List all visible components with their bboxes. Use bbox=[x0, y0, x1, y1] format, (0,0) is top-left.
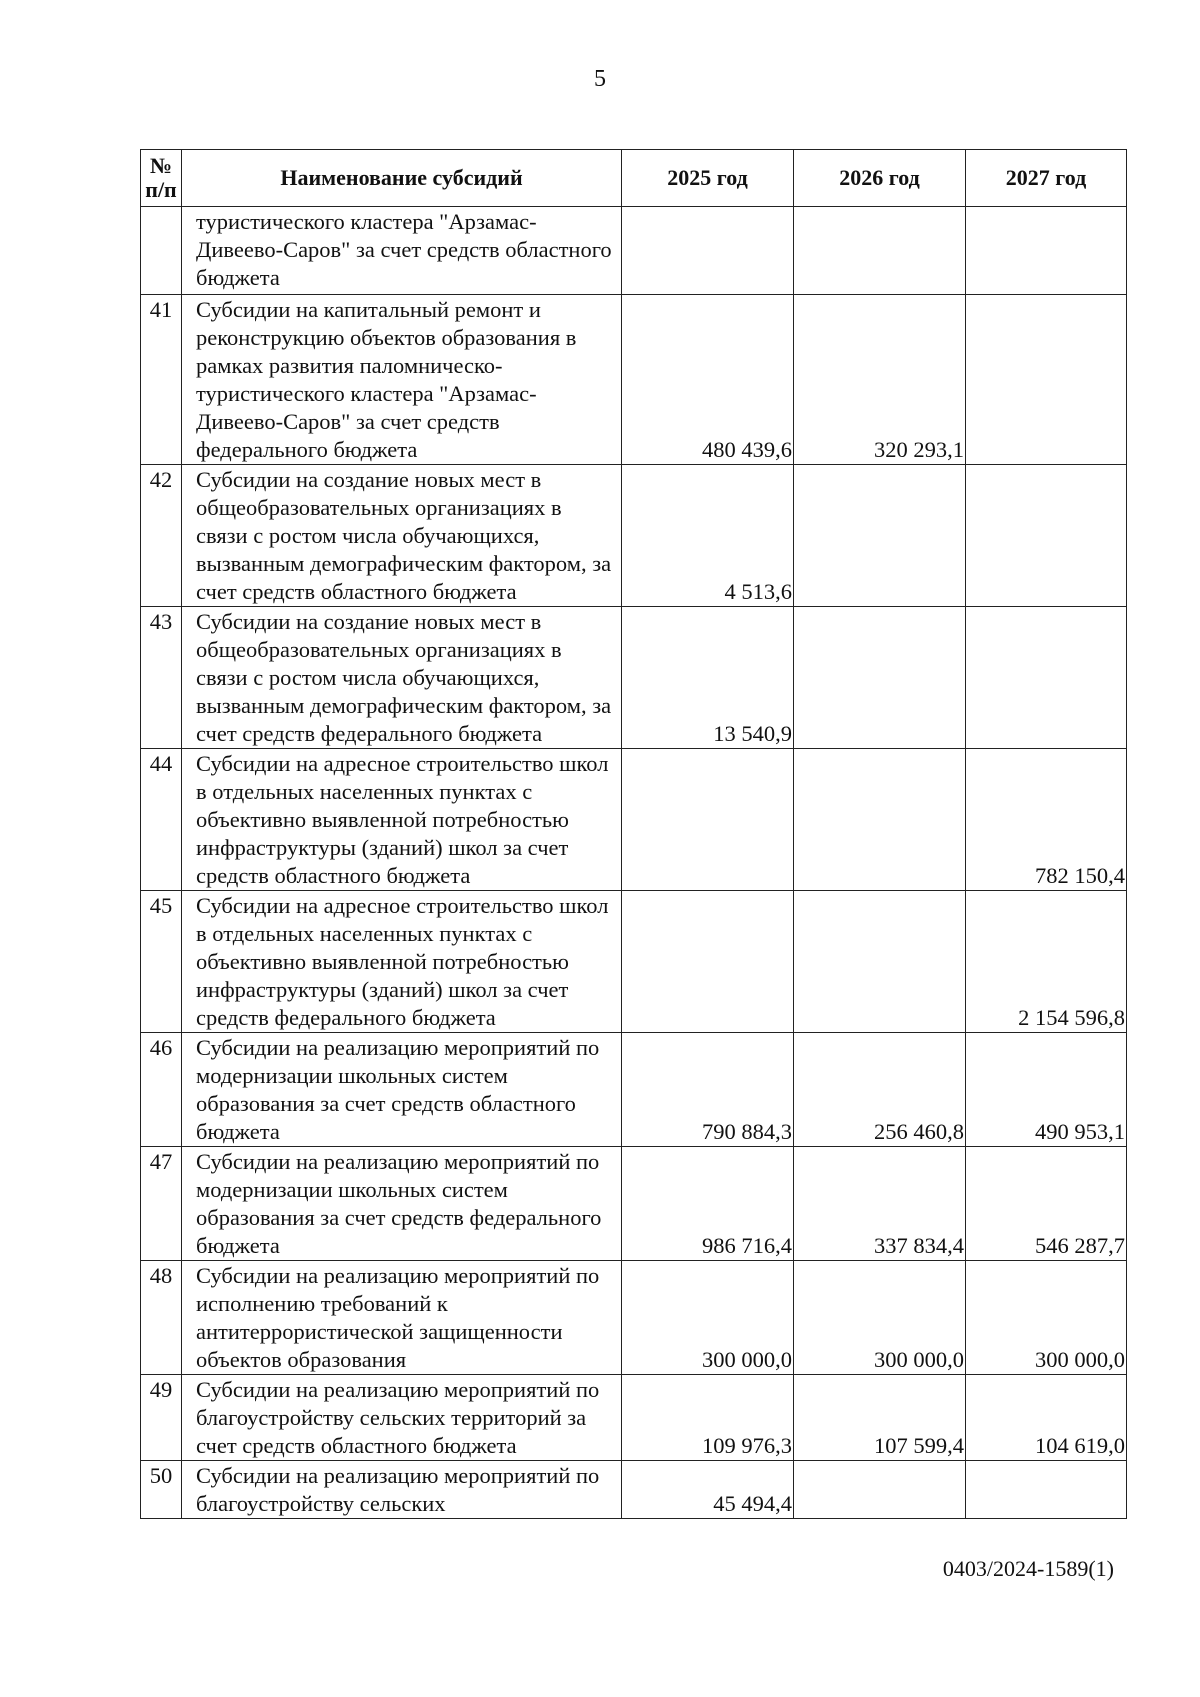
value-2025: 790 884,3 bbox=[622, 1033, 794, 1147]
row-name: туристического кластера "Арзамас-Дивеево-Саров" за счет средств областного бюджета bbox=[182, 207, 622, 295]
value-2027: 782 150,4 bbox=[966, 749, 1127, 891]
table-header-row bbox=[141, 150, 1127, 207]
row-name: Субсидии на капитальный ремонт и реконструкцию объектов образования в рамках развития паломническо-туристического кластера "Арзамас-Дивеево-Саров" за счет средств федерального бюджета bbox=[182, 295, 622, 465]
value-2027: 104 619,0 bbox=[966, 1375, 1127, 1461]
value-2025 bbox=[622, 891, 794, 1033]
value-2027 bbox=[966, 1461, 1127, 1519]
table-row bbox=[141, 749, 1127, 891]
table-row bbox=[141, 1261, 1127, 1375]
table-row bbox=[141, 1033, 1127, 1147]
value-2026 bbox=[794, 1461, 966, 1519]
value-2026 bbox=[794, 749, 966, 891]
value-2027: 2 154 596,8 bbox=[966, 891, 1127, 1033]
value-2026 bbox=[794, 607, 966, 749]
value-2025: 13 540,9 bbox=[622, 607, 794, 749]
row-number bbox=[141, 207, 182, 295]
value-2025: 109 976,3 bbox=[622, 1375, 794, 1461]
table-row bbox=[141, 607, 1127, 749]
header-2027: 2027 год bbox=[966, 150, 1127, 207]
value-2026: 320 293,1 bbox=[794, 295, 966, 465]
row-number: 44 bbox=[141, 749, 182, 891]
table-row bbox=[141, 295, 1127, 465]
table-row bbox=[141, 1147, 1127, 1261]
row-name: Субсидии на создание новых мест в общеобразовательных организациях в связи с ростом числа обучающихся, вызванным демографическим фактором, за счет средств областного бюджета bbox=[182, 465, 622, 607]
value-2025: 480 439,6 bbox=[622, 295, 794, 465]
row-name: Субсидии на создание новых мест в общеобразовательных организациях в связи с ростом числа обучающихся, вызванным демографическим фактором, за счет средств федерального бюджета bbox=[182, 607, 622, 749]
value-2027 bbox=[966, 607, 1127, 749]
header-name: Наименование субсидий bbox=[182, 150, 622, 207]
value-2027 bbox=[966, 465, 1127, 607]
row-name: Субсидии на реализацию мероприятий по модернизации школьных систем образования за счет средств областного бюджета bbox=[182, 1033, 622, 1147]
value-2025 bbox=[622, 749, 794, 891]
value-2026: 256 460,8 bbox=[794, 1033, 966, 1147]
table-row bbox=[141, 1375, 1127, 1461]
row-number: 49 bbox=[141, 1375, 182, 1461]
row-name: Субсидии на реализацию мероприятий по благоустройству сельских территорий за счет средств областного бюджета bbox=[182, 1375, 622, 1461]
value-2025: 986 716,4 bbox=[622, 1147, 794, 1261]
row-number: 47 bbox=[141, 1147, 182, 1261]
row-number: 43 bbox=[141, 607, 182, 749]
row-number: 48 bbox=[141, 1261, 182, 1375]
value-2027: 490 953,1 bbox=[966, 1033, 1127, 1147]
value-2026: 300 000,0 bbox=[794, 1261, 966, 1375]
document-code: 0403/2024-1589(1) bbox=[942, 1556, 1114, 1581]
value-2025: 4 513,6 bbox=[622, 465, 794, 607]
row-name: Субсидии на адресное строительство школ в отдельных населенных пунктах с объективно выявленной потребностью инфраструктуры (зданий) школ за счет средств областного бюджета bbox=[182, 749, 622, 891]
table-row bbox=[141, 1461, 1127, 1519]
value-2027 bbox=[966, 207, 1127, 295]
row-number: 46 bbox=[141, 1033, 182, 1147]
row-number: 50 bbox=[141, 1461, 182, 1519]
table-row bbox=[141, 207, 1127, 295]
row-number: 42 bbox=[141, 465, 182, 607]
row-name: Субсидии на реализацию мероприятий по исполнению требований к антитеррористической защищенности объектов образования bbox=[182, 1261, 622, 1375]
value-2027: 546 287,7 bbox=[966, 1147, 1127, 1261]
table-row bbox=[141, 465, 1127, 607]
value-2027: 300 000,0 bbox=[966, 1261, 1127, 1375]
header-2025: 2025 год bbox=[622, 150, 794, 207]
value-2026 bbox=[794, 891, 966, 1033]
value-2026 bbox=[794, 465, 966, 607]
header-2026: 2026 год bbox=[794, 150, 966, 207]
value-2026: 337 834,4 bbox=[794, 1147, 966, 1261]
header-number: № п/п bbox=[141, 150, 182, 207]
value-2025 bbox=[622, 207, 794, 295]
value-2026 bbox=[794, 207, 966, 295]
value-2026: 107 599,4 bbox=[794, 1375, 966, 1461]
page-number: 5 bbox=[594, 66, 606, 92]
row-number: 45 bbox=[141, 891, 182, 1033]
row-name: Субсидии на реализацию мероприятий по модернизации школьных систем образования за счет средств федерального бюджета bbox=[182, 1147, 622, 1261]
row-name: Субсидии на реализацию мероприятий по благоустройству сельских bbox=[182, 1461, 622, 1519]
value-2025: 45 494,4 bbox=[622, 1461, 794, 1519]
row-number: 41 bbox=[141, 295, 182, 465]
value-2025: 300 000,0 bbox=[622, 1261, 794, 1375]
value-2027 bbox=[966, 295, 1127, 465]
table-row bbox=[141, 891, 1127, 1033]
subsidies-table bbox=[140, 149, 1127, 1519]
row-name: Субсидии на адресное строительство школ в отдельных населенных пунктах с объективно выявленной потребностью инфраструктуры (зданий) школ за счет средств федерального бюджета bbox=[182, 891, 622, 1033]
